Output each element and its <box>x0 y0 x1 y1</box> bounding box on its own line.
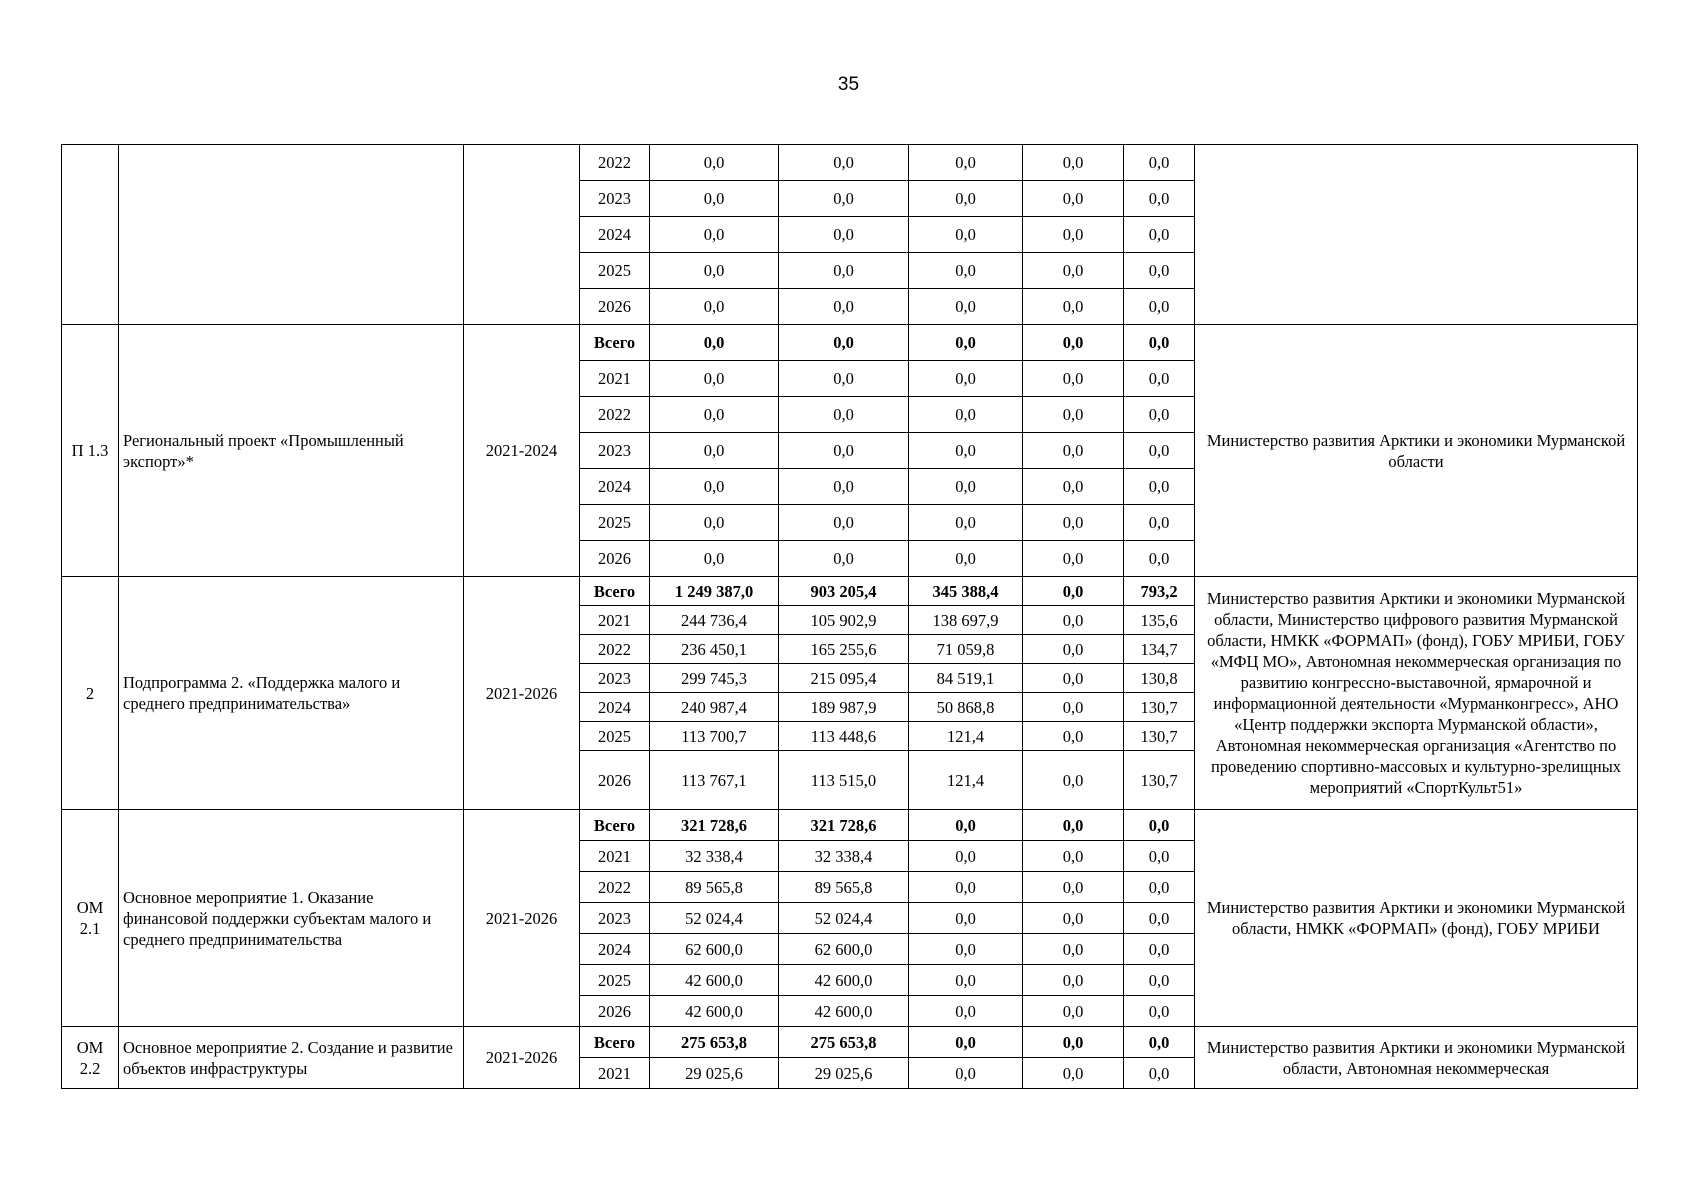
amount-cell: 0,0 <box>1124 181 1195 217</box>
year-cell: Всего <box>580 577 650 606</box>
amount-cell: 0,0 <box>650 433 779 469</box>
amount-cell: 0,0 <box>909 181 1023 217</box>
amount-cell: 0,0 <box>909 361 1023 397</box>
amount-cell: 29 025,6 <box>779 1058 909 1089</box>
year-cell: 2025 <box>580 505 650 541</box>
amount-cell: 135,6 <box>1124 606 1195 635</box>
amount-cell: 0,0 <box>1023 722 1124 751</box>
amount-cell: 1 249 387,0 <box>650 577 779 606</box>
amount-cell: 0,0 <box>1124 217 1195 253</box>
amount-cell: 0,0 <box>1124 541 1195 577</box>
amount-cell: 321 728,6 <box>650 810 779 841</box>
amount-cell: 0,0 <box>1023 217 1124 253</box>
amount-cell: 0,0 <box>909 903 1023 934</box>
amount-cell: 0,0 <box>1023 693 1124 722</box>
amount-cell: 0,0 <box>1124 934 1195 965</box>
year-cell: 2024 <box>580 217 650 253</box>
executor-cell: Министерство развития Арктики и экономики Мурманской области, НМКК «ФОРМАП» (фонд), ГОБУ МРИБИ <box>1195 810 1638 1027</box>
amount-cell: 0,0 <box>1124 903 1195 934</box>
year-cell: Всего <box>580 1027 650 1058</box>
amount-cell: 0,0 <box>1023 505 1124 541</box>
year-cell: 2025 <box>580 253 650 289</box>
year-cell: 2021 <box>580 841 650 872</box>
amount-cell: 32 338,4 <box>779 841 909 872</box>
amount-cell: 0,0 <box>779 181 909 217</box>
year-cell: 2026 <box>580 751 650 810</box>
amount-cell: 0,0 <box>909 217 1023 253</box>
amount-cell: 0,0 <box>909 145 1023 181</box>
amount-cell: 215 095,4 <box>779 664 909 693</box>
year-cell: 2023 <box>580 903 650 934</box>
amount-cell: 0,0 <box>1023 664 1124 693</box>
amount-cell: 42 600,0 <box>650 996 779 1027</box>
table-body <box>62 145 1638 1089</box>
year-cell: 2024 <box>580 693 650 722</box>
amount-cell: 0,0 <box>1124 253 1195 289</box>
amount-cell: 0,0 <box>650 145 779 181</box>
year-cell: 2025 <box>580 965 650 996</box>
amount-cell: 0,0 <box>779 217 909 253</box>
amount-cell: 793,2 <box>1124 577 1195 606</box>
amount-cell: 0,0 <box>1023 253 1124 289</box>
amount-cell: 0,0 <box>650 397 779 433</box>
item-name-cell: Региональный проект «Промышленный экспорт»* <box>119 325 464 577</box>
amount-cell: 0,0 <box>650 361 779 397</box>
amount-cell: 113 515,0 <box>779 751 909 810</box>
year-cell: 2022 <box>580 872 650 903</box>
item-name-cell: Основное мероприятие 2. Создание и развитие объектов инфраструктуры <box>119 1027 464 1089</box>
year-cell: 2023 <box>580 664 650 693</box>
amount-cell: 0,0 <box>1023 934 1124 965</box>
amount-cell: 0,0 <box>1023 903 1124 934</box>
amount-cell: 0,0 <box>909 433 1023 469</box>
amount-cell: 0,0 <box>650 325 779 361</box>
amount-cell: 0,0 <box>1023 635 1124 664</box>
amount-cell: 50 868,8 <box>909 693 1023 722</box>
amount-cell: 0,0 <box>779 289 909 325</box>
amount-cell: 299 745,3 <box>650 664 779 693</box>
amount-cell: 0,0 <box>650 217 779 253</box>
amount-cell: 0,0 <box>779 325 909 361</box>
amount-cell: 42 600,0 <box>650 965 779 996</box>
year-cell: 2024 <box>580 934 650 965</box>
amount-cell: 0,0 <box>1124 397 1195 433</box>
amount-cell: 113 767,1 <box>650 751 779 810</box>
year-cell: 2026 <box>580 289 650 325</box>
amount-cell: 0,0 <box>909 872 1023 903</box>
year-cell: 2023 <box>580 433 650 469</box>
amount-cell: 0,0 <box>1023 469 1124 505</box>
amount-cell: 105 902,9 <box>779 606 909 635</box>
amount-cell: 0,0 <box>650 181 779 217</box>
amount-cell: 0,0 <box>909 996 1023 1027</box>
amount-cell: 134,7 <box>1124 635 1195 664</box>
amount-cell: 0,0 <box>779 541 909 577</box>
year-cell: 2022 <box>580 397 650 433</box>
amount-cell: 165 255,6 <box>779 635 909 664</box>
amount-cell: 0,0 <box>909 325 1023 361</box>
page-number: 35 <box>837 74 860 95</box>
amount-cell: 0,0 <box>1023 751 1124 810</box>
amount-cell: 0,0 <box>1124 289 1195 325</box>
amount-cell: 62 600,0 <box>779 934 909 965</box>
year-cell: 2021 <box>580 1058 650 1089</box>
amount-cell: 0,0 <box>909 289 1023 325</box>
item-number-cell: П 1.3 <box>62 325 119 577</box>
amount-cell: 138 697,9 <box>909 606 1023 635</box>
item-number-cell: ОМ 2.2 <box>62 1027 119 1089</box>
amount-cell: 0,0 <box>1023 996 1124 1027</box>
period-cell: 2021-2026 <box>464 577 580 810</box>
amount-cell: 42 600,0 <box>779 996 909 1027</box>
item-number-cell: ОМ 2.1 <box>62 810 119 1027</box>
table-row <box>62 1027 1638 1058</box>
amount-cell: 0,0 <box>1023 289 1124 325</box>
item-name-cell: Основное мероприятие 1. Оказание финансовой поддержки субъектам малого и среднего предпринимательства <box>119 810 464 1027</box>
amount-cell: 244 736,4 <box>650 606 779 635</box>
amount-cell: 0,0 <box>1023 541 1124 577</box>
amount-cell: 321 728,6 <box>779 810 909 841</box>
amount-cell: 240 987,4 <box>650 693 779 722</box>
amount-cell: 130,7 <box>1124 693 1195 722</box>
amount-cell: 0,0 <box>1124 841 1195 872</box>
amount-cell: 0,0 <box>909 253 1023 289</box>
amount-cell: 0,0 <box>909 469 1023 505</box>
amount-cell: 71 059,8 <box>909 635 1023 664</box>
amount-cell: 0,0 <box>779 253 909 289</box>
amount-cell: 0,0 <box>1023 872 1124 903</box>
table-row <box>62 577 1638 606</box>
amount-cell: 0,0 <box>1124 325 1195 361</box>
amount-cell: 0,0 <box>1124 996 1195 1027</box>
amount-cell: 0,0 <box>909 965 1023 996</box>
amount-cell: 0,0 <box>650 541 779 577</box>
year-cell: 2022 <box>580 635 650 664</box>
year-cell: 2024 <box>580 469 650 505</box>
amount-cell: 275 653,8 <box>779 1027 909 1058</box>
amount-cell: 29 025,6 <box>650 1058 779 1089</box>
amount-cell: 0,0 <box>1023 965 1124 996</box>
amount-cell: 52 024,4 <box>650 903 779 934</box>
amount-cell: 0,0 <box>909 541 1023 577</box>
amount-cell: 0,0 <box>909 1058 1023 1089</box>
period-cell: 2021-2026 <box>464 810 580 1027</box>
amount-cell: 0,0 <box>1124 433 1195 469</box>
period-cell <box>464 145 580 325</box>
amount-cell: 0,0 <box>779 397 909 433</box>
amount-cell: 0,0 <box>1023 577 1124 606</box>
year-cell: 2023 <box>580 181 650 217</box>
amount-cell: 121,4 <box>909 722 1023 751</box>
amount-cell: 345 388,4 <box>909 577 1023 606</box>
amount-cell: 236 450,1 <box>650 635 779 664</box>
amount-cell: 0,0 <box>1023 841 1124 872</box>
amount-cell: 0,0 <box>1023 361 1124 397</box>
amount-cell: 0,0 <box>779 145 909 181</box>
amount-cell: 0,0 <box>909 841 1023 872</box>
amount-cell: 89 565,8 <box>650 872 779 903</box>
amount-cell: 0,0 <box>650 469 779 505</box>
amount-cell: 0,0 <box>1124 872 1195 903</box>
amount-cell: 0,0 <box>1023 1027 1124 1058</box>
amount-cell: 0,0 <box>1124 1058 1195 1089</box>
amount-cell: 0,0 <box>1124 145 1195 181</box>
amount-cell: 0,0 <box>779 433 909 469</box>
amount-cell: 113 448,6 <box>779 722 909 751</box>
amount-cell: 0,0 <box>779 469 909 505</box>
amount-cell: 0,0 <box>1124 810 1195 841</box>
amount-cell: 0,0 <box>1124 1027 1195 1058</box>
year-cell: 2025 <box>580 722 650 751</box>
year-cell: Всего <box>580 810 650 841</box>
year-cell: 2026 <box>580 541 650 577</box>
amount-cell: 0,0 <box>650 505 779 541</box>
amount-cell: 0,0 <box>1124 469 1195 505</box>
amount-cell: 130,7 <box>1124 722 1195 751</box>
executor-cell <box>1195 145 1638 325</box>
amount-cell: 52 024,4 <box>779 903 909 934</box>
item-number-cell: 2 <box>62 577 119 810</box>
amount-cell: 903 205,4 <box>779 577 909 606</box>
amount-cell: 0,0 <box>1023 145 1124 181</box>
amount-cell: 0,0 <box>1023 397 1124 433</box>
amount-cell: 0,0 <box>1023 325 1124 361</box>
year-cell: 2022 <box>580 145 650 181</box>
table-row <box>62 325 1638 361</box>
amount-cell: 130,8 <box>1124 664 1195 693</box>
amount-cell: 0,0 <box>650 253 779 289</box>
year-cell: Всего <box>580 325 650 361</box>
period-cell: 2021-2026 <box>464 1027 580 1089</box>
amount-cell: 84 519,1 <box>909 664 1023 693</box>
amount-cell: 0,0 <box>650 289 779 325</box>
amount-cell: 0,0 <box>1023 606 1124 635</box>
executor-cell: Министерство развития Арктики и экономики Мурманской области <box>1195 325 1638 577</box>
executor-cell: Министерство развития Арктики и экономики Мурманской области, Министерство цифрового развития Мурманской области, НМКК «ФОРМАП» (фонд), ГОБУ МРИБИ, ГОБУ «МФЦ МО», Автономная некоммерческая организация по развитию конгрессно-выставочной, ярмарочной и информационной деятельности «Мурманконгресс», АНО «Центр поддержки экспорта Мурманской области», Автономная некоммерческая организация «Агентство по проведению спортивно-массовых и культурно-зрелищных мероприятий «СпортКульт51» <box>1195 577 1638 810</box>
financing-table <box>61 144 1638 1089</box>
amount-cell: 0,0 <box>909 397 1023 433</box>
amount-cell: 0,0 <box>1124 505 1195 541</box>
table-row <box>62 145 1638 181</box>
amount-cell: 42 600,0 <box>779 965 909 996</box>
item-number-cell <box>62 145 119 325</box>
year-cell: 2021 <box>580 606 650 635</box>
amount-cell: 0,0 <box>779 361 909 397</box>
year-cell: 2026 <box>580 996 650 1027</box>
period-cell: 2021-2024 <box>464 325 580 577</box>
amount-cell: 0,0 <box>909 810 1023 841</box>
amount-cell: 0,0 <box>1124 965 1195 996</box>
amount-cell: 89 565,8 <box>779 872 909 903</box>
amount-cell: 62 600,0 <box>650 934 779 965</box>
amount-cell: 189 987,9 <box>779 693 909 722</box>
amount-cell: 0,0 <box>779 505 909 541</box>
amount-cell: 0,0 <box>909 1027 1023 1058</box>
table-row <box>62 810 1638 841</box>
amount-cell: 113 700,7 <box>650 722 779 751</box>
year-cell: 2021 <box>580 361 650 397</box>
amount-cell: 0,0 <box>909 505 1023 541</box>
amount-cell: 275 653,8 <box>650 1027 779 1058</box>
amount-cell: 130,7 <box>1124 751 1195 810</box>
amount-cell: 0,0 <box>1023 433 1124 469</box>
amount-cell: 0,0 <box>1023 181 1124 217</box>
executor-cell: Министерство развития Арктики и экономики Мурманской области, Автономная некоммерческая <box>1195 1027 1638 1089</box>
item-name-cell: Подпрограмма 2. «Поддержка малого и среднего предпринимательства» <box>119 577 464 810</box>
amount-cell: 121,4 <box>909 751 1023 810</box>
amount-cell: 0,0 <box>1023 810 1124 841</box>
amount-cell: 0,0 <box>1023 1058 1124 1089</box>
item-name-cell <box>119 145 464 325</box>
amount-cell: 0,0 <box>909 934 1023 965</box>
amount-cell: 0,0 <box>1124 361 1195 397</box>
amount-cell: 32 338,4 <box>650 841 779 872</box>
